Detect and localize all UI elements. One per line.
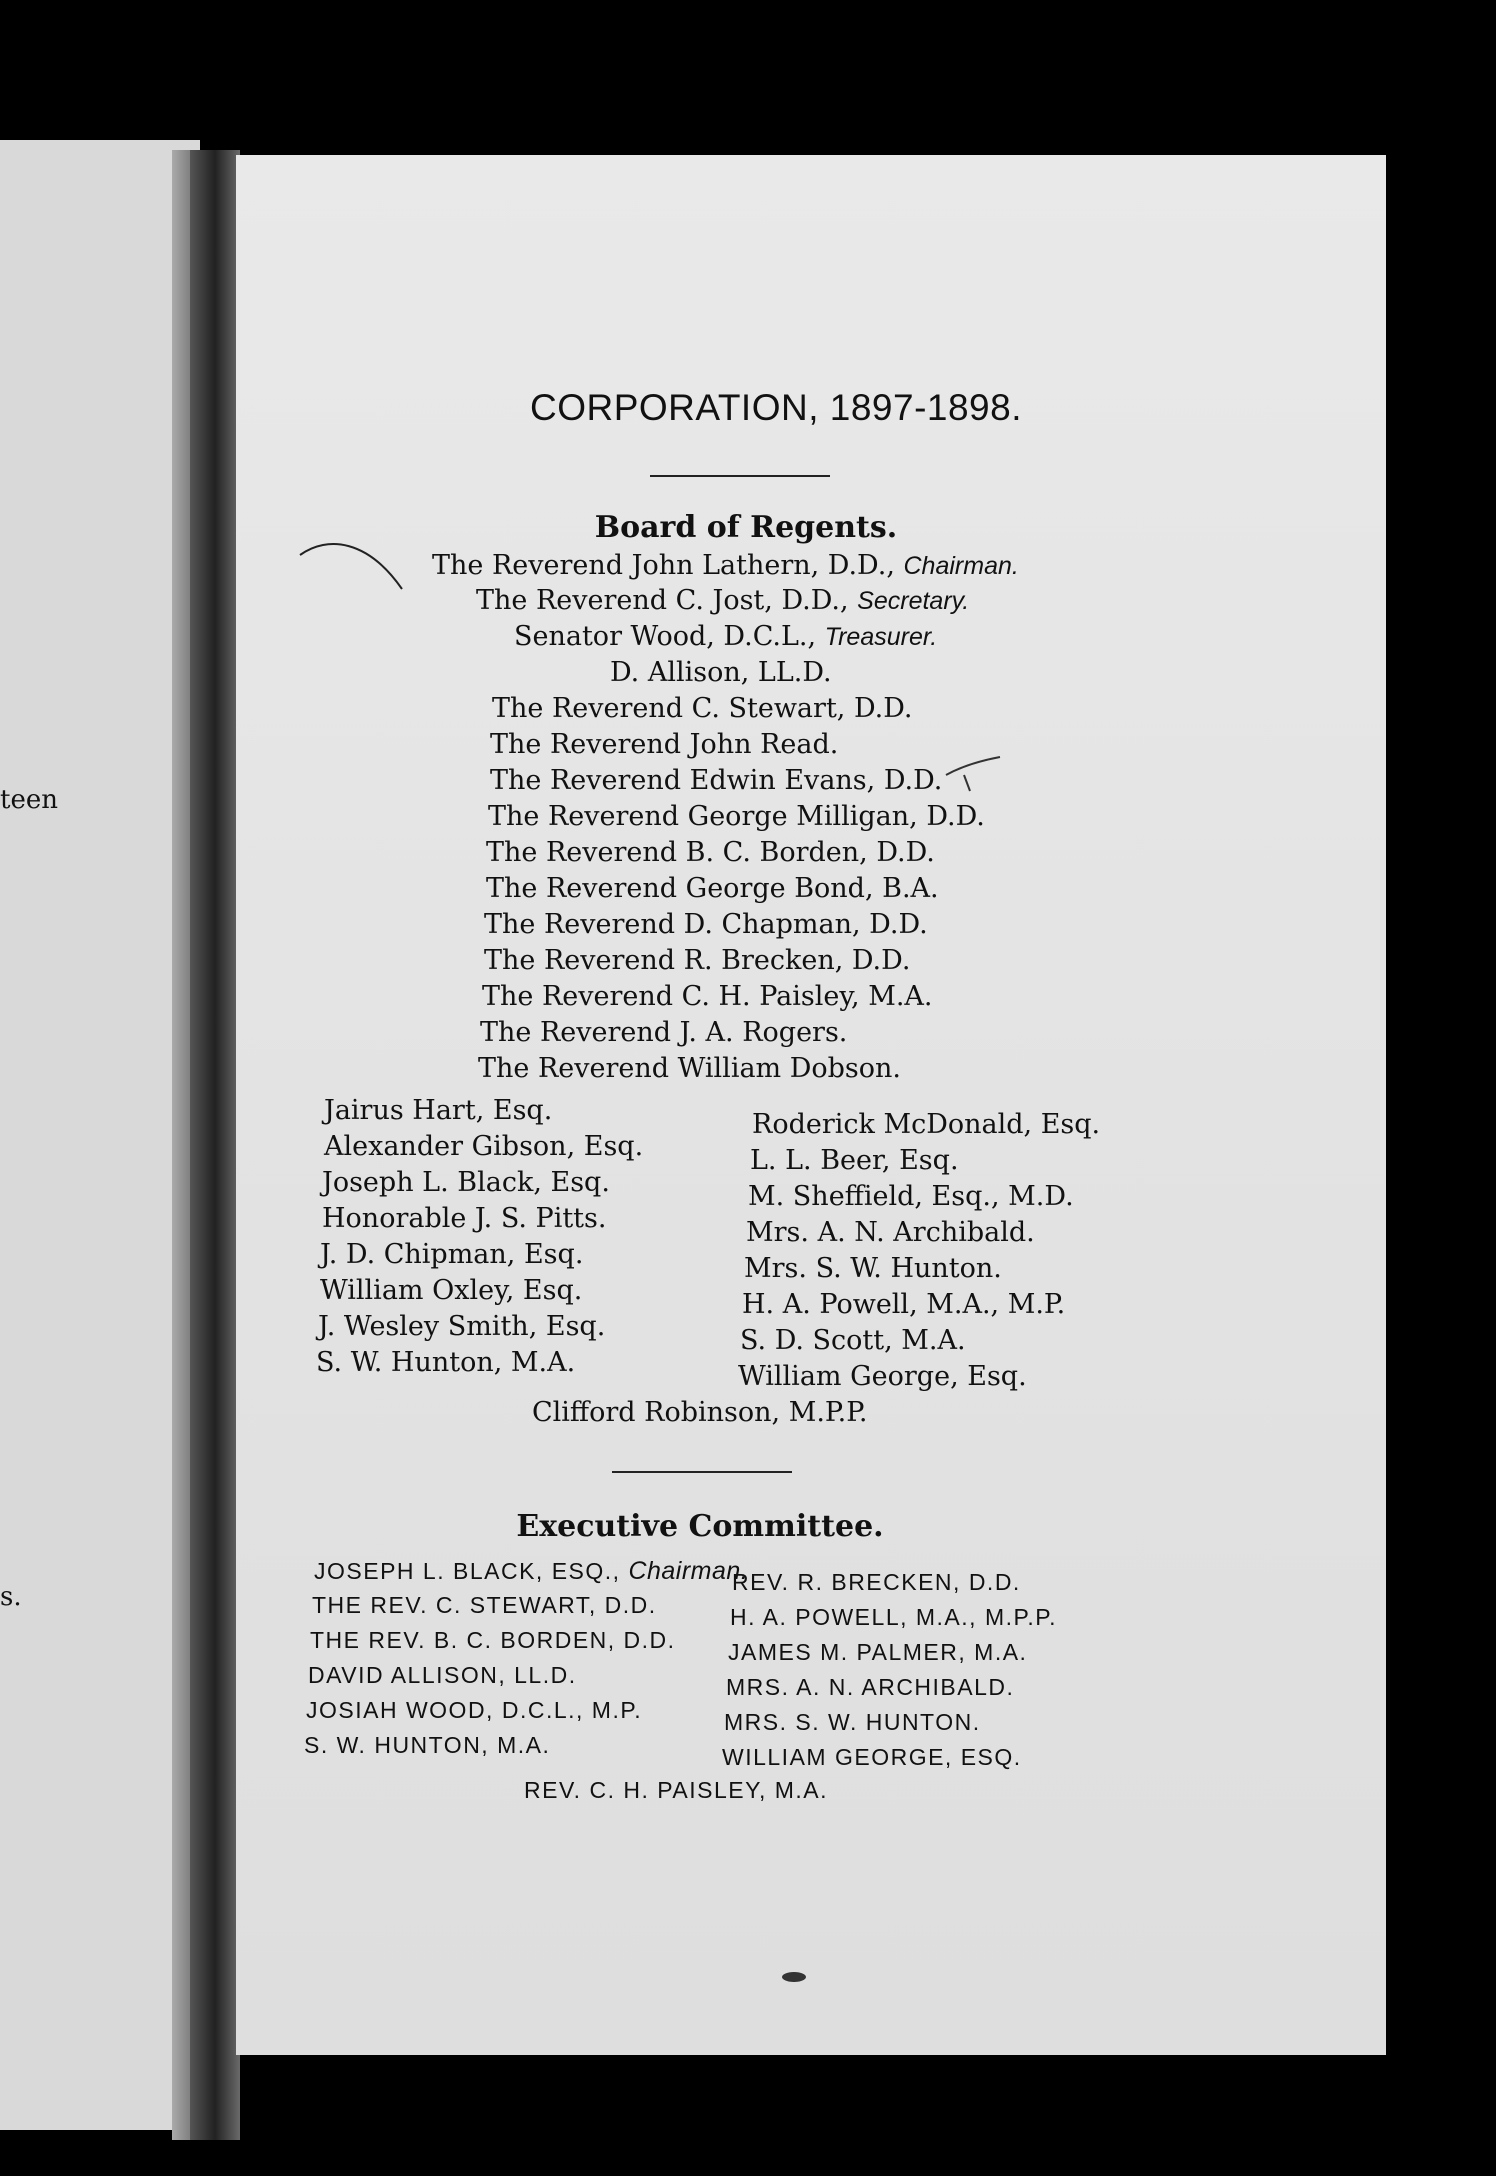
board-officer	[432, 550, 1019, 581]
executive-right-member: REV. R. BRECKEN, D.D.	[732, 1569, 1021, 1595]
board-member: The Reverend John Read.	[490, 729, 839, 760]
board-last-member: Clifford Robinson, M.P.P.	[532, 1397, 868, 1428]
executive-left-member: S. W. HUNTON, M.A.	[304, 1732, 551, 1758]
board-member: The Reverend C. Stewart, D.D.	[492, 693, 913, 724]
executive-left-member: THE REV. C. STEWART, D.D.	[312, 1592, 657, 1618]
executive-right-member: H. A. POWELL, M.A., M.P.P.	[730, 1604, 1058, 1630]
board-right-member: Mrs. S. W. Hunton.	[744, 1253, 1002, 1284]
book-spine	[190, 150, 240, 2140]
board-right-member: S. D. Scott, M.A.	[740, 1325, 966, 1356]
pencil-mark	[944, 755, 1004, 805]
executive-left-member: DAVID ALLISON, LL.D.	[308, 1662, 577, 1688]
board-officer	[476, 585, 969, 616]
page-title: CORPORATION, 1897-1898.	[530, 387, 1022, 428]
board-left-member: Honorable J. S. Pitts.	[322, 1203, 607, 1234]
book-page	[236, 155, 1386, 2055]
executive-heading: Executive Committee.	[516, 1509, 884, 1544]
chair-role: Chairman.	[628, 1557, 749, 1585]
left-page	[0, 140, 200, 2130]
officer-name: Senator Wood, D.C.L.,	[514, 621, 817, 652]
executive-last-member: REV. C. H. PAISLEY, M.A.	[524, 1777, 829, 1803]
board-member: The Reverend R. Brecken, D.D.	[484, 945, 911, 976]
board-member: D. Allison, LL.D.	[610, 657, 832, 688]
officer-name: The Reverend C. Jost, D.D.,	[476, 585, 849, 616]
board-right-member: H. A. Powell, M.A., M.P.	[742, 1289, 1066, 1320]
executive-right-member: JAMES M. PALMER, M.A.	[728, 1639, 1028, 1665]
executive-chair	[314, 1557, 748, 1586]
pencil-mark	[298, 535, 408, 595]
title-divider	[650, 475, 830, 477]
board-officer	[514, 621, 937, 652]
board-member: The Reverend Edwin Evans, D.D.	[490, 765, 943, 796]
executive-left-member: JOSIAH WOOD, D.C.L., M.P.	[306, 1697, 643, 1723]
left-page-fragment: teen	[0, 785, 58, 815]
board-member: The Reverend J. A. Rogers.	[480, 1017, 848, 1048]
executive-right-member: MRS. A. N. ARCHIBALD.	[726, 1674, 1015, 1700]
officer-role: Chairman.	[903, 552, 1019, 580]
board-left-member: Alexander Gibson, Esq.	[324, 1131, 644, 1162]
board-left-member: J. D. Chipman, Esq.	[320, 1239, 584, 1270]
executive-left-member: THE REV. B. C. BORDEN, D.D.	[310, 1627, 676, 1653]
officer-name: The Reverend John Lathern, D.D.,	[432, 550, 895, 581]
board-member: The Reverend B. C. Borden, D.D.	[486, 837, 935, 868]
ink-spot	[776, 1967, 816, 1987]
chair-name: JOSEPH L. BLACK, ESQ.,	[314, 1558, 621, 1584]
board-member: The Reverend George Bond, B.A.	[486, 873, 939, 904]
board-member: The Reverend D. Chapman, D.D.	[484, 909, 928, 940]
board-right-member: M. Sheffield, Esq., M.D.	[748, 1181, 1074, 1212]
board-member: The Reverend C. H. Paisley, M.A.	[482, 981, 933, 1012]
board-right-member: L. L. Beer, Esq.	[750, 1145, 959, 1176]
board-right-member: Roderick McDonald, Esq.	[752, 1109, 1101, 1140]
left-page-fragment: s.	[0, 1582, 22, 1612]
board-left-member: Jairus Hart, Esq.	[324, 1095, 553, 1126]
board-member: The Reverend George Milligan, D.D.	[488, 801, 985, 832]
board-right-member: Mrs. A. N. Archibald.	[746, 1217, 1035, 1248]
executive-right-member: WILLIAM GEORGE, ESQ.	[722, 1744, 1022, 1770]
officer-role: Secretary.	[857, 587, 970, 615]
board-heading: Board of Regents.	[594, 510, 898, 545]
section-divider	[612, 1471, 792, 1473]
board-left-member: William Oxley, Esq.	[320, 1275, 583, 1306]
board-member: The Reverend William Dobson.	[478, 1053, 902, 1084]
board-right-member: William George, Esq.	[738, 1361, 1027, 1392]
board-left-member: S. W. Hunton, M.A.	[316, 1347, 576, 1378]
board-left-member: Joseph L. Black, Esq.	[322, 1167, 610, 1198]
executive-right-member: MRS. S. W. HUNTON.	[724, 1709, 981, 1735]
officer-role: Treasurer.	[824, 623, 938, 651]
board-left-member: J. Wesley Smith, Esq.	[318, 1311, 606, 1342]
